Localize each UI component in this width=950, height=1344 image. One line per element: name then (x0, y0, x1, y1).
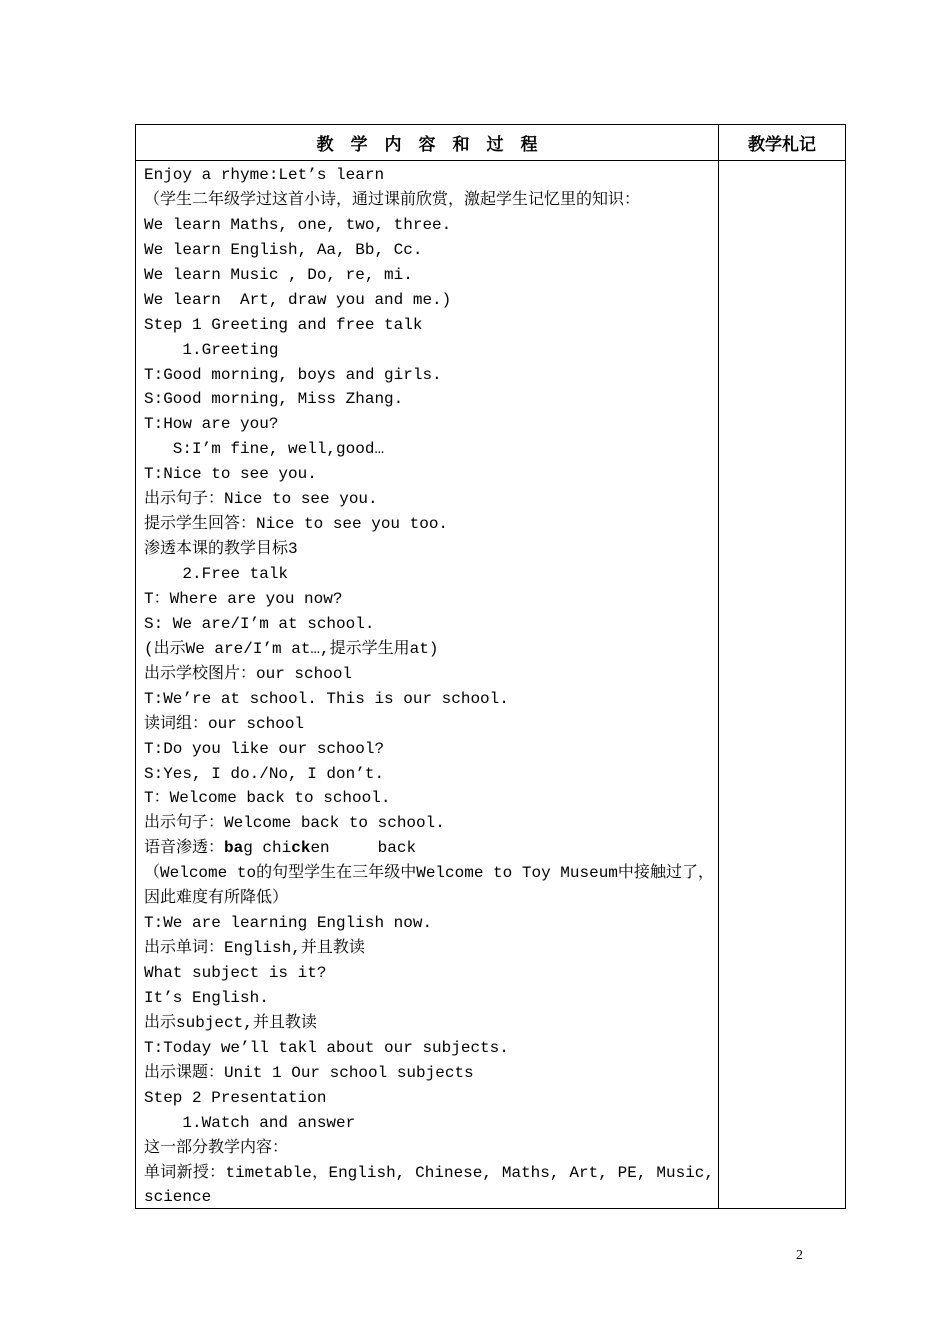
content-line: Step 1 Greeting and free talk (144, 315, 423, 334)
content-line: T:We’re at school. This is our school. (144, 689, 509, 708)
phonics-text: g chi (243, 839, 292, 858)
content-line: 渗透本课的教学目标3 (144, 540, 298, 559)
phonics-bold-ck: ck (291, 839, 311, 858)
content-line: 2.Free talk (144, 565, 289, 583)
content-line: Enjoy a rhyme:Let’s learn (144, 166, 385, 184)
content-line: S:I’m fine, well,good… (144, 440, 385, 459)
content-line: What subject is it? (144, 964, 327, 983)
content-line: T:We are learning English now. (144, 914, 433, 933)
content-line: S: We are/I’m at school. (144, 614, 375, 633)
content-line: We learn Art, draw you and me.) (144, 290, 452, 309)
content-line: Step 2 Presentation (144, 1088, 327, 1107)
content-line: （学生二年级学过这首小诗，通过课前欣赏，激起学生记忆里的知识： (144, 190, 641, 209)
content-line: 读词组：our school (144, 714, 305, 733)
content-line: 提示学生回答：Nice to see you too. (144, 515, 449, 534)
content-line: 出示句子：Welcome back to school. (144, 814, 445, 833)
page-number: 2 (796, 1248, 803, 1263)
teaching-notes-cell (719, 161, 845, 1208)
content-line: S:Good morning, Miss Zhang. (144, 390, 404, 409)
header-teaching-content: 教学内容和过程 (316, 135, 555, 155)
content-line: 这一部分教学内容： (144, 1138, 289, 1157)
content-line: (出示We are/I’m at…,提示学生用at) (144, 639, 439, 658)
header-teaching-notes: 教学札记 (748, 135, 816, 155)
content-line: T:Good morning, boys and girls. (144, 365, 442, 384)
content-line: （Welcome to的句型学生在三年级中Welcome to Toy Museum中接触过了，因此难度有所降低） (144, 864, 714, 908)
content-line: 1.Watch and answer (144, 1113, 356, 1132)
teaching-content-cell (144, 163, 724, 1210)
content-line: T：Welcome back to school. (144, 789, 391, 808)
content-line: We learn Music , Do, re, mi. (144, 265, 413, 284)
content-line: T:How are you? (144, 415, 279, 434)
content-line: 出示课题：Unit 1 Our school subjects (144, 1063, 474, 1082)
phonics-bold-ba: ba (224, 839, 244, 858)
content-line: 1.Greeting (144, 340, 279, 359)
content-line: It’s English. (144, 988, 269, 1007)
content-line: 出示subject,并且教读 (144, 1013, 317, 1032)
content-line: 单词新授：timetable，English, Chinese, Maths, Art, PE, Music, science (144, 1163, 724, 1207)
content-line: We learn Maths, one, two, three. (144, 215, 452, 234)
phonics-line (144, 836, 714, 861)
content-line: T：Where are you now? (144, 589, 343, 608)
content-line: T:Today we’ll takl about our subjects. (144, 1038, 509, 1057)
phonics-prefix: 语音渗透： (144, 839, 225, 858)
lesson-plan-table (135, 124, 846, 1209)
content-line: 出示句子：Nice to see you. (144, 490, 378, 509)
content-line: T:Nice to see you. (144, 465, 317, 484)
content-line: We learn English, Aa, Bb, Cc. (144, 240, 423, 259)
phonics-text: en back (310, 839, 417, 858)
content-line: T:Do you like our school? (144, 739, 385, 758)
content-line: 出示单词：English,并且教读 (144, 939, 365, 958)
content-line: 出示学校图片：our school (144, 664, 353, 683)
content-line: S:Yes, I do./No, I don’t. (144, 764, 385, 783)
